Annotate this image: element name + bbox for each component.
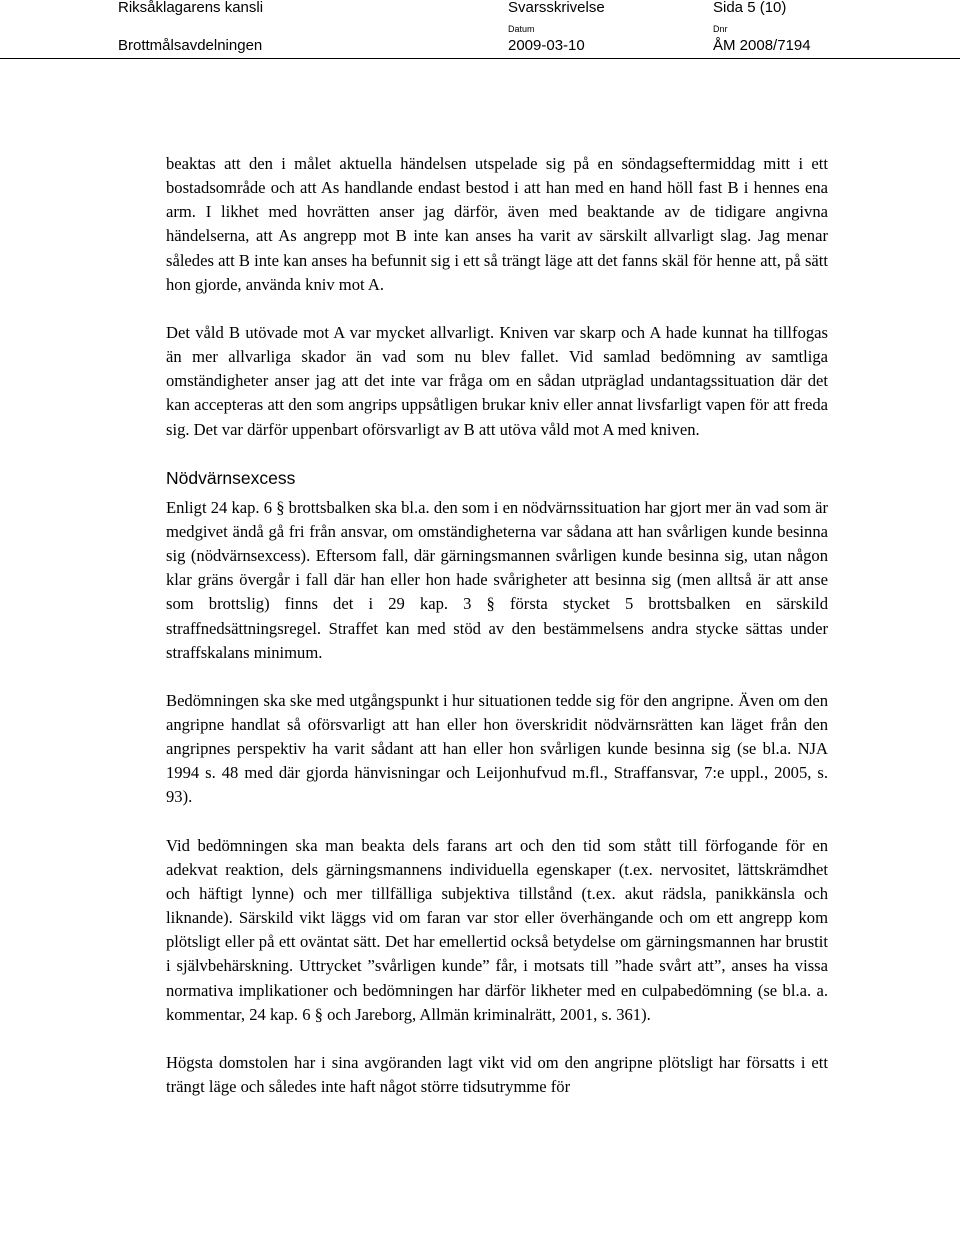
document-type: Svarsskrivelse	[508, 0, 605, 16]
organization-name: Riksåklagarens kansli	[118, 0, 264, 16]
paragraph-3: Enligt 24 kap. 6 § brottsbalken ska bl.a. den som i en nödvärnssituation har gjort mer än vad som är medgivet ändå gå fri från ansvar, om omständigheterna var sådana att han svårligen kunde besinna sig (nödvärnsexcess). Eftersom fall, där gärningsmannen svårligen kunde besinna sig, utan någon klar gräns övergår i fall där han eller hon hade svårigheter att besinna sig (men alltså är att anse som brottslig) finns det i 29 kap. 3 § första stycket 5 brottsbalken en särskild straffnedsättningsregel. Straffet kan med stöd av den bestämmelsens andra stycke sättas under straffskalans minimum.	[166, 497, 828, 662]
document-date: 2009-03-10	[508, 37, 585, 54]
paragraph-1: beaktas att den i målet aktuella händelsen utspelade sig på en söndagseftermiddag mitt i ett bostadsområde och att As handlande endast bestod i att han med en hand höll fast B i hennes ena arm. I likhet med hovrätten anser jag därför, även med beaktande av de tidigare angivna händelserna, att As angrepp mot B inte kan anses ha varit av särskilt allvarligt slag. Jag menar således att B inte kan anses ha befunnit sig i ett så trängt läge att det fanns skäl för henne att, på sätt hon gjorde, använda kniv mot A.	[166, 154, 828, 294]
paragraph-5: Vid bedömningen ska man beakta dels farans art och den tid som stått till förfogande för en adekvat reaktion, dels gärningsmannens individuella egenskaper (t.ex. nervositet, lättskrämdhet och häftigt lynne) och mer tillfälliga subjektiva tillstånd (t.ex. akut rädsla, panikkänsla och liknande). Särskild vikt läggs vid om faran var stor eller överhängande och om ett angrepp kom plötsligt eller på ett oväntat sätt. Det har emellertid också betydelse om gärningsmannen har brustit i självbehärskning. Uttrycket ”svårligen kunde” får, i motsats till ”hade svårt att”, anses ha vissa normativa implikationer och bedömningen har därför likheter med en culpabedömning (se bl.a. a. kommentar, 24 kap. 6 § och Jareborg, Allmän kriminalrätt, 2001, s. 361).	[166, 835, 828, 1024]
paragraph-2: Det våld B utövade mot A var mycket allvarligt. Kniven var skarp och A hade kunnat ha tillfogas än mer allvarliga skador än vad som nu blev fallet. Vid samlad bedömning av samtliga omständigheter anser jag att det inte var fråga om en sådan utpräglad undantagssituation där det kan accepteras att den som angrips uppsåtligen brukar kniv eller annat livsfarligt vapen för att freda sig. Det var därför uppenbart oförsvarligt av B att utöva våld mot A med kniven.	[166, 322, 828, 439]
date-label: Datum	[508, 24, 535, 34]
document-body	[166, 152, 828, 1099]
paragraph-6: Högsta domstolen har i sina avgöranden lagt vikt vid om den angripne plötsligt har försatts i ett trängt läge och således inte haft något större tidsutrymme för	[166, 1052, 828, 1096]
case-number: ÅM 2008/7194	[713, 37, 811, 54]
department-name: Brottmålsavdelningen	[118, 37, 263, 54]
paragraph-4: Bedömningen ska ske med utgångspunkt i hur situationen tedde sig för den angripne. Även om den angripne handlat så oförsvarligt att han eller hon överskridit nödvärnsrätten kan läget från den angripnes perspektiv ha varit sådant att han eller hon svårligen kunde besinna sig (se bl.a. NJA 1994 s. 48 med där gjorda hänvisningar och Leijonhufvud m.fl., Straffansvar, 7:e uppl., 2005, s. 93).	[166, 690, 828, 807]
page-number: Sida 5 (10)	[713, 0, 787, 16]
header-divider	[0, 58, 960, 59]
dnr-label: Dnr	[713, 24, 728, 34]
section-heading: Nödvärnsexcess	[166, 467, 296, 488]
